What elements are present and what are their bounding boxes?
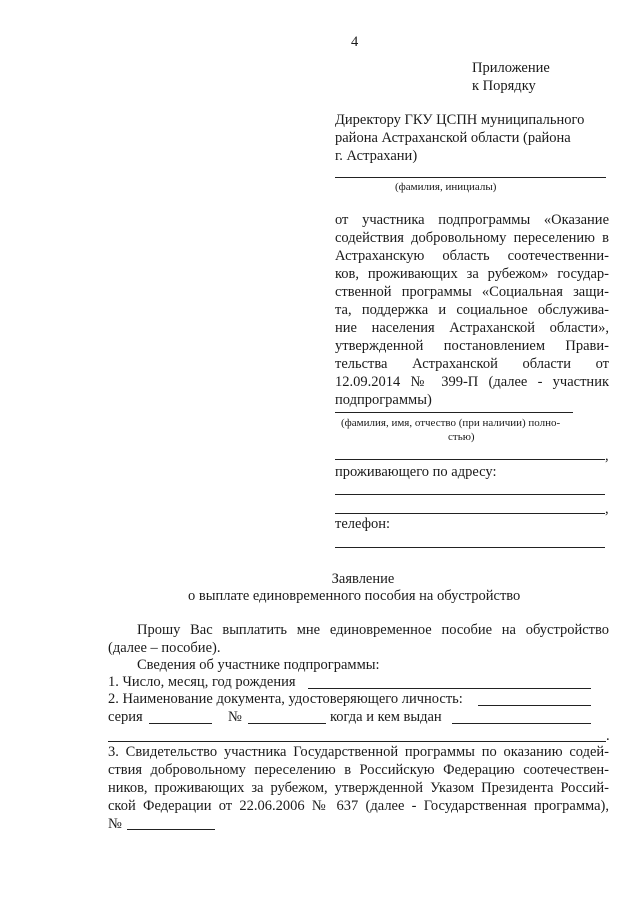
item-3-line-4: ской Федерации от 22.06.2006 № 637 (далее - Государственная программа), bbox=[108, 798, 609, 814]
from-line-4: ков, проживающих за рубежом» государ- bbox=[335, 266, 609, 282]
statement-subtitle: о выплате единовременного пособия на обустройство bbox=[188, 588, 521, 604]
item-3-line-2: ствия добровольному переселению в Российскую Федерацию соотечествен- bbox=[108, 762, 609, 778]
comma-2: , bbox=[605, 501, 609, 517]
phone-fill-line bbox=[335, 547, 605, 548]
from-line-9: тельства Астраханской области от bbox=[335, 356, 609, 372]
comma: , bbox=[605, 448, 609, 464]
from-line-7: ние населения Астраханской области», bbox=[335, 320, 609, 336]
from-line-2: содействия добровольному переселению в bbox=[335, 230, 609, 246]
fio-fill-line-2 bbox=[335, 459, 605, 460]
from-line-1: от участника подпрограммы «Оказание bbox=[335, 212, 609, 228]
addressee-fill-line bbox=[335, 177, 606, 178]
issued-fill-line-2 bbox=[108, 741, 606, 742]
phone-label: телефон: bbox=[335, 516, 391, 532]
from-line-3: Астраханскую область соотечественни- bbox=[335, 248, 609, 264]
from-block bbox=[335, 211, 609, 409]
addressee-line-2: района Астраханской области (района bbox=[335, 130, 571, 146]
request-line-1: Прошу Вас выплатить мне единовременное пособие на обустройство bbox=[137, 622, 609, 638]
document-fill-line bbox=[478, 705, 591, 706]
from-line-10: 12.09.2014 № 399-П (далее - участник bbox=[335, 374, 609, 390]
statement-title: Заявление bbox=[331, 571, 395, 587]
number-fill-line bbox=[248, 723, 326, 724]
certificate-number-fill-line bbox=[127, 829, 215, 830]
request-line-2: (далее – пособие). bbox=[108, 640, 221, 656]
from-line-11: подпрограммы) bbox=[335, 392, 432, 408]
addressee-line-3: г. Астрахани) bbox=[335, 148, 418, 164]
address-fill-line-1 bbox=[335, 494, 605, 495]
item-3-line-1: 3. Свидетельство участника Государственной программы по оказанию содей- bbox=[108, 744, 609, 760]
issued-fill-line bbox=[452, 723, 591, 724]
addressee-line-1: Директору ГКУ ЦСПН муниципального bbox=[335, 112, 585, 128]
address-label: проживающего по адресу: bbox=[335, 464, 497, 480]
number-sign: № bbox=[228, 709, 242, 725]
info-header: Сведения об участнике подпрограммы: bbox=[137, 657, 380, 673]
address-fill-line-2 bbox=[335, 513, 605, 514]
series-label: серия bbox=[108, 709, 143, 725]
issued-label: когда и кем выдан bbox=[330, 709, 442, 725]
appendix-subtitle: к Порядку bbox=[472, 78, 536, 94]
fio-caption-line-2: стью) bbox=[448, 431, 475, 443]
item-3-number-sign: № bbox=[108, 816, 122, 832]
fio-fill-line bbox=[335, 412, 573, 413]
item-1-label: 1. Число, месяц, год рождения bbox=[108, 674, 296, 690]
item-3-line-3: ников, проживающих за рубежом, утвержденной Указом Президента Россий- bbox=[108, 780, 609, 796]
addressee-caption: (фамилия, инициалы) bbox=[395, 181, 497, 193]
fio-caption-line-1: (фамилия, имя, отчество (при наличии) полно- bbox=[341, 417, 561, 429]
item-3-block bbox=[108, 743, 609, 815]
appendix-title: Приложение bbox=[472, 60, 550, 76]
request-line-1-wrap bbox=[137, 621, 609, 639]
series-fill-line bbox=[149, 723, 212, 724]
from-line-5: ственной программы «Социальная защи- bbox=[335, 284, 609, 300]
page-number: 4 bbox=[351, 34, 359, 50]
from-line-6: та, поддержка и социальное обслужива- bbox=[335, 302, 609, 318]
birthdate-fill-line bbox=[308, 688, 591, 689]
period: . bbox=[606, 728, 610, 744]
item-2-label: 2. Наименование документа, удостоверяющего личность: bbox=[108, 691, 463, 707]
from-line-8: утвержденной постановлением Прави- bbox=[335, 338, 609, 354]
